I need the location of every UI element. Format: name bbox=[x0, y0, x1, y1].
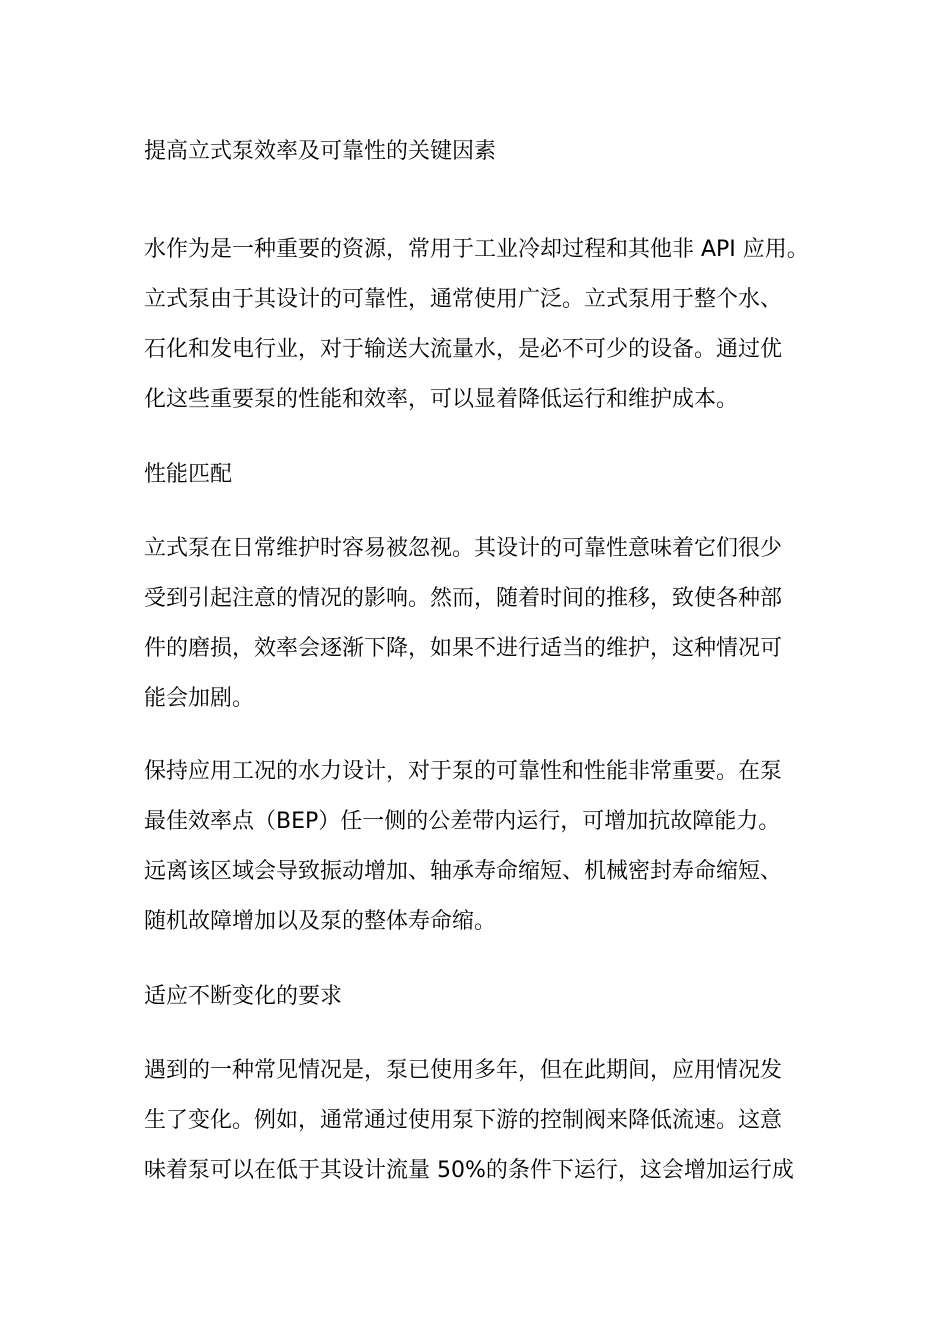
text-line: 保持应用工况的水力设计，对于泵的可靠性和性能非常重要。在泵 bbox=[144, 759, 783, 784]
section1-paragraph-2 bbox=[144, 747, 824, 947]
text-line: 最佳效率点（BEP）任一侧的公差带内运行，可增加抗故障能力。 bbox=[144, 809, 781, 834]
section2-paragraph-1 bbox=[144, 1046, 824, 1196]
text-line: 立式泵由于其设计的可靠性，通常使用广泛。立式泵用于整个水、 bbox=[144, 287, 783, 312]
section-heading-changing-requirements: 适应不断变化的要求 bbox=[144, 984, 343, 1009]
text-line: 遇到的一种常见情况是，泵已使用多年，但在此期间，应用情况发 bbox=[144, 1058, 783, 1083]
text-line: 石化和发电行业，对于输送大流量水，是必不可少的设备。通过优 bbox=[144, 337, 783, 362]
document-title: 提高立式泵效率及可靠性的关键因素 bbox=[144, 139, 497, 164]
text-line: 能会加剧。 bbox=[144, 686, 255, 711]
text-line: 化这些重要泵的性能和效率，可以显着降低运行和维护成本。 bbox=[144, 387, 739, 412]
text-line: 水作为是一种重要的资源，常用于工业冷却过程和其他非 API 应用。 bbox=[144, 237, 809, 262]
text-line: 立式泵在日常维护时容易被忽视。其设计的可靠性意味着它们很少 bbox=[144, 536, 783, 561]
section1-paragraph-1 bbox=[144, 524, 824, 724]
text-line: 味着泵可以在低于其设计流量 50%的条件下运行，这会增加运行成 bbox=[144, 1158, 794, 1183]
intro-paragraph bbox=[144, 225, 824, 425]
section-heading-performance-matching: 性能匹配 bbox=[144, 462, 233, 487]
text-line: 受到引起注意的情况的影响。然而，随着时间的推移，致使各种部 bbox=[144, 586, 783, 611]
text-line: 随机故障增加以及泵的整体寿命缩。 bbox=[144, 909, 497, 934]
text-line: 远离该区域会导致振动增加、轴承寿命缩短、机械密封寿命缩短、 bbox=[144, 859, 783, 884]
text-line: 生了变化。例如，通常通过使用泵下游的控制阀来降低流速。这意 bbox=[144, 1108, 783, 1133]
text-line: 件的磨损，效率会逐渐下降，如果不进行适当的维护，这种情况可 bbox=[144, 636, 783, 661]
